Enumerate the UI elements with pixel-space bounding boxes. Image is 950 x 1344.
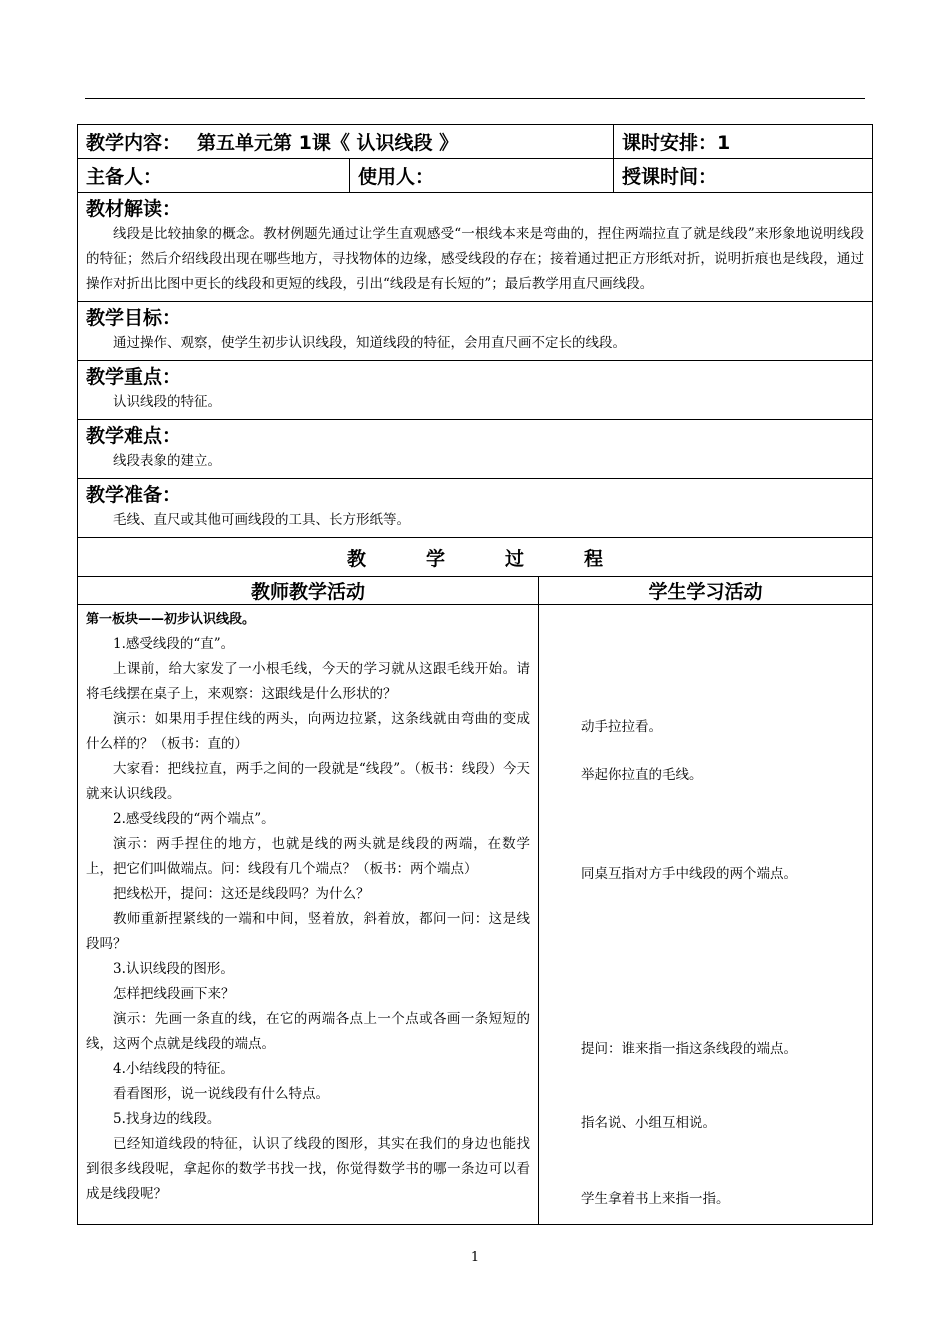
content-label: 教学内容： xyxy=(86,132,182,154)
teacher-column-header xyxy=(78,577,539,605)
difficulty-title: 教学难点： xyxy=(86,425,182,447)
teacher-paragraph: 上课前，给大家发了一小根毛线，今天的学习就从这跟毛线开始。请将毛线摆在桌子上，来观察：这跟线是什么形状的？ xyxy=(86,661,530,702)
difficulty-text: 线段表象的建立。 xyxy=(113,453,221,469)
student-activity: 动手拉拉看。 xyxy=(581,719,662,735)
user-cell xyxy=(350,159,614,193)
preparer-cell xyxy=(78,159,350,193)
teacher-paragraph: 3.认识线段的图形。 xyxy=(113,961,234,977)
goal-text: 通过操作、观察，使学生初步认识线段，知道线段的特征，会用直尺画不定长的线段。 xyxy=(113,335,626,351)
time-cell xyxy=(614,159,873,193)
content-value: 第五单元第 1课《 认识线段 》 xyxy=(197,132,459,154)
teacher-paragraph: 看看图形，说一说线段有什么特点。 xyxy=(113,1086,329,1102)
content-row xyxy=(78,125,873,159)
key-row xyxy=(78,361,873,420)
teacher-paragraph: 大家看：把线拉直，两手之间的一段就是“线段”。（板书：线段）今天就来认识线段。 xyxy=(86,761,530,802)
prep-text: 毛线、直尺或其他可画线段的工具、长方形纸等。 xyxy=(113,512,410,528)
teacher-paragraph: 把线松开，提问：这还是线段吗？为什么？ xyxy=(113,886,370,902)
key-text: 认识线段的特征。 xyxy=(113,394,221,410)
teacher-paragraph: 演示：如果用手捏住线的两头，向两边拉紧，这条线就由弯曲的变成什么样的？（板书：直的） xyxy=(86,711,530,752)
teacher-paragraph: 4.小结线段的特征。 xyxy=(113,1061,234,1077)
teacher-paragraph: 演示：两手捏住的地方，也就是线的两头就是线段的两端，在数学上，把它们叫做端点。问：线段有几个端点？（板书：两个端点） xyxy=(86,836,530,877)
column-header-row xyxy=(78,577,873,605)
student-activities xyxy=(539,605,873,1225)
student-activity: 同桌互指对方手中线段的两个端点。 xyxy=(581,866,797,882)
goal-row xyxy=(78,302,873,361)
goal-title: 教学目标： xyxy=(86,307,182,329)
staff-row xyxy=(78,159,873,193)
teacher-paragraph: 教师重新捏紧线的一端和中间，竖着放，斜着放，都问一问：这是线段吗？ xyxy=(86,911,530,952)
header-rule xyxy=(85,98,865,99)
schedule-cell xyxy=(614,125,873,159)
user-label: 使用人： xyxy=(358,166,435,188)
process-title: 教学过程 xyxy=(347,547,664,570)
student-column-header xyxy=(539,577,873,605)
student-activity: 举起你拉直的毛线。 xyxy=(581,767,703,783)
teacher-paragraph: 1.感受线段的“直”。 xyxy=(113,636,235,652)
time-label: 授课时间： xyxy=(622,166,718,188)
teacher-paragraph: 已经知道线段的特征，认识了线段的图形，其实在我们的身边也能找到很多线段呢，拿起你的数学书找一找，你觉得数学书的哪一条边可以看成是线段呢？ xyxy=(86,1136,530,1202)
teacher-block-title: 第一板块——初步认识线段。 xyxy=(86,612,256,627)
teacher-activities xyxy=(78,605,539,1225)
difficulty-row xyxy=(78,420,873,479)
schedule-label: 课时安排：1 xyxy=(622,132,731,154)
material-section xyxy=(78,193,873,302)
material-title: 教材解读： xyxy=(86,198,182,220)
student-activity: 提问：谁来指一指这条线段的端点。 xyxy=(581,1041,797,1057)
teacher-paragraph: 2.感受线段的“两个端点”。 xyxy=(113,811,275,827)
difficulty-section xyxy=(78,420,873,479)
prep-section xyxy=(78,479,873,538)
activity-row xyxy=(78,605,873,1225)
page-number: 1 xyxy=(470,1250,480,1265)
student-activity: 指名说、小组互相说。 xyxy=(581,1115,716,1131)
material-row xyxy=(78,193,873,302)
student-column-label: 学生学习活动 xyxy=(648,581,763,603)
goal-section xyxy=(78,302,873,361)
process-row xyxy=(78,538,873,577)
prep-title: 教学准备： xyxy=(86,484,182,506)
prep-row xyxy=(78,479,873,538)
teacher-column-label: 教师教学活动 xyxy=(250,581,365,603)
process-title-cell xyxy=(78,538,873,577)
lesson-plan-table xyxy=(77,124,873,1225)
key-title: 教学重点： xyxy=(86,366,182,388)
key-section xyxy=(78,361,873,420)
material-text: 线段是比较抽象的概念。教材例题先通过让学生直观感受“一根线本来是弯曲的，捏住两端拉直了就是线段”来形象地说明线段的特征；然后介绍线段出现在哪些地方，寻找物体的边缘，感受线段的存在；接着通过把正方形纸对折，说明折痕也是线段，通过操作对折出比图中更长的线段和更短的线段，引出“线段是有长短的”；最后教学用直尺画线段。 xyxy=(86,226,865,292)
teacher-paragraph: 演示：先画一条直的线，在它的两端各点上一个点或各画一条短短的线，这两个点就是线段的端点。 xyxy=(86,1011,530,1052)
preparer-label: 主备人： xyxy=(86,166,163,188)
teacher-paragraph: 5.找身边的线段。 xyxy=(113,1111,221,1127)
student-activity: 学生拿着书上来指一指。 xyxy=(581,1191,730,1207)
teacher-paragraph: 怎样把线段画下来？ xyxy=(113,986,235,1002)
content-cell xyxy=(78,125,614,159)
